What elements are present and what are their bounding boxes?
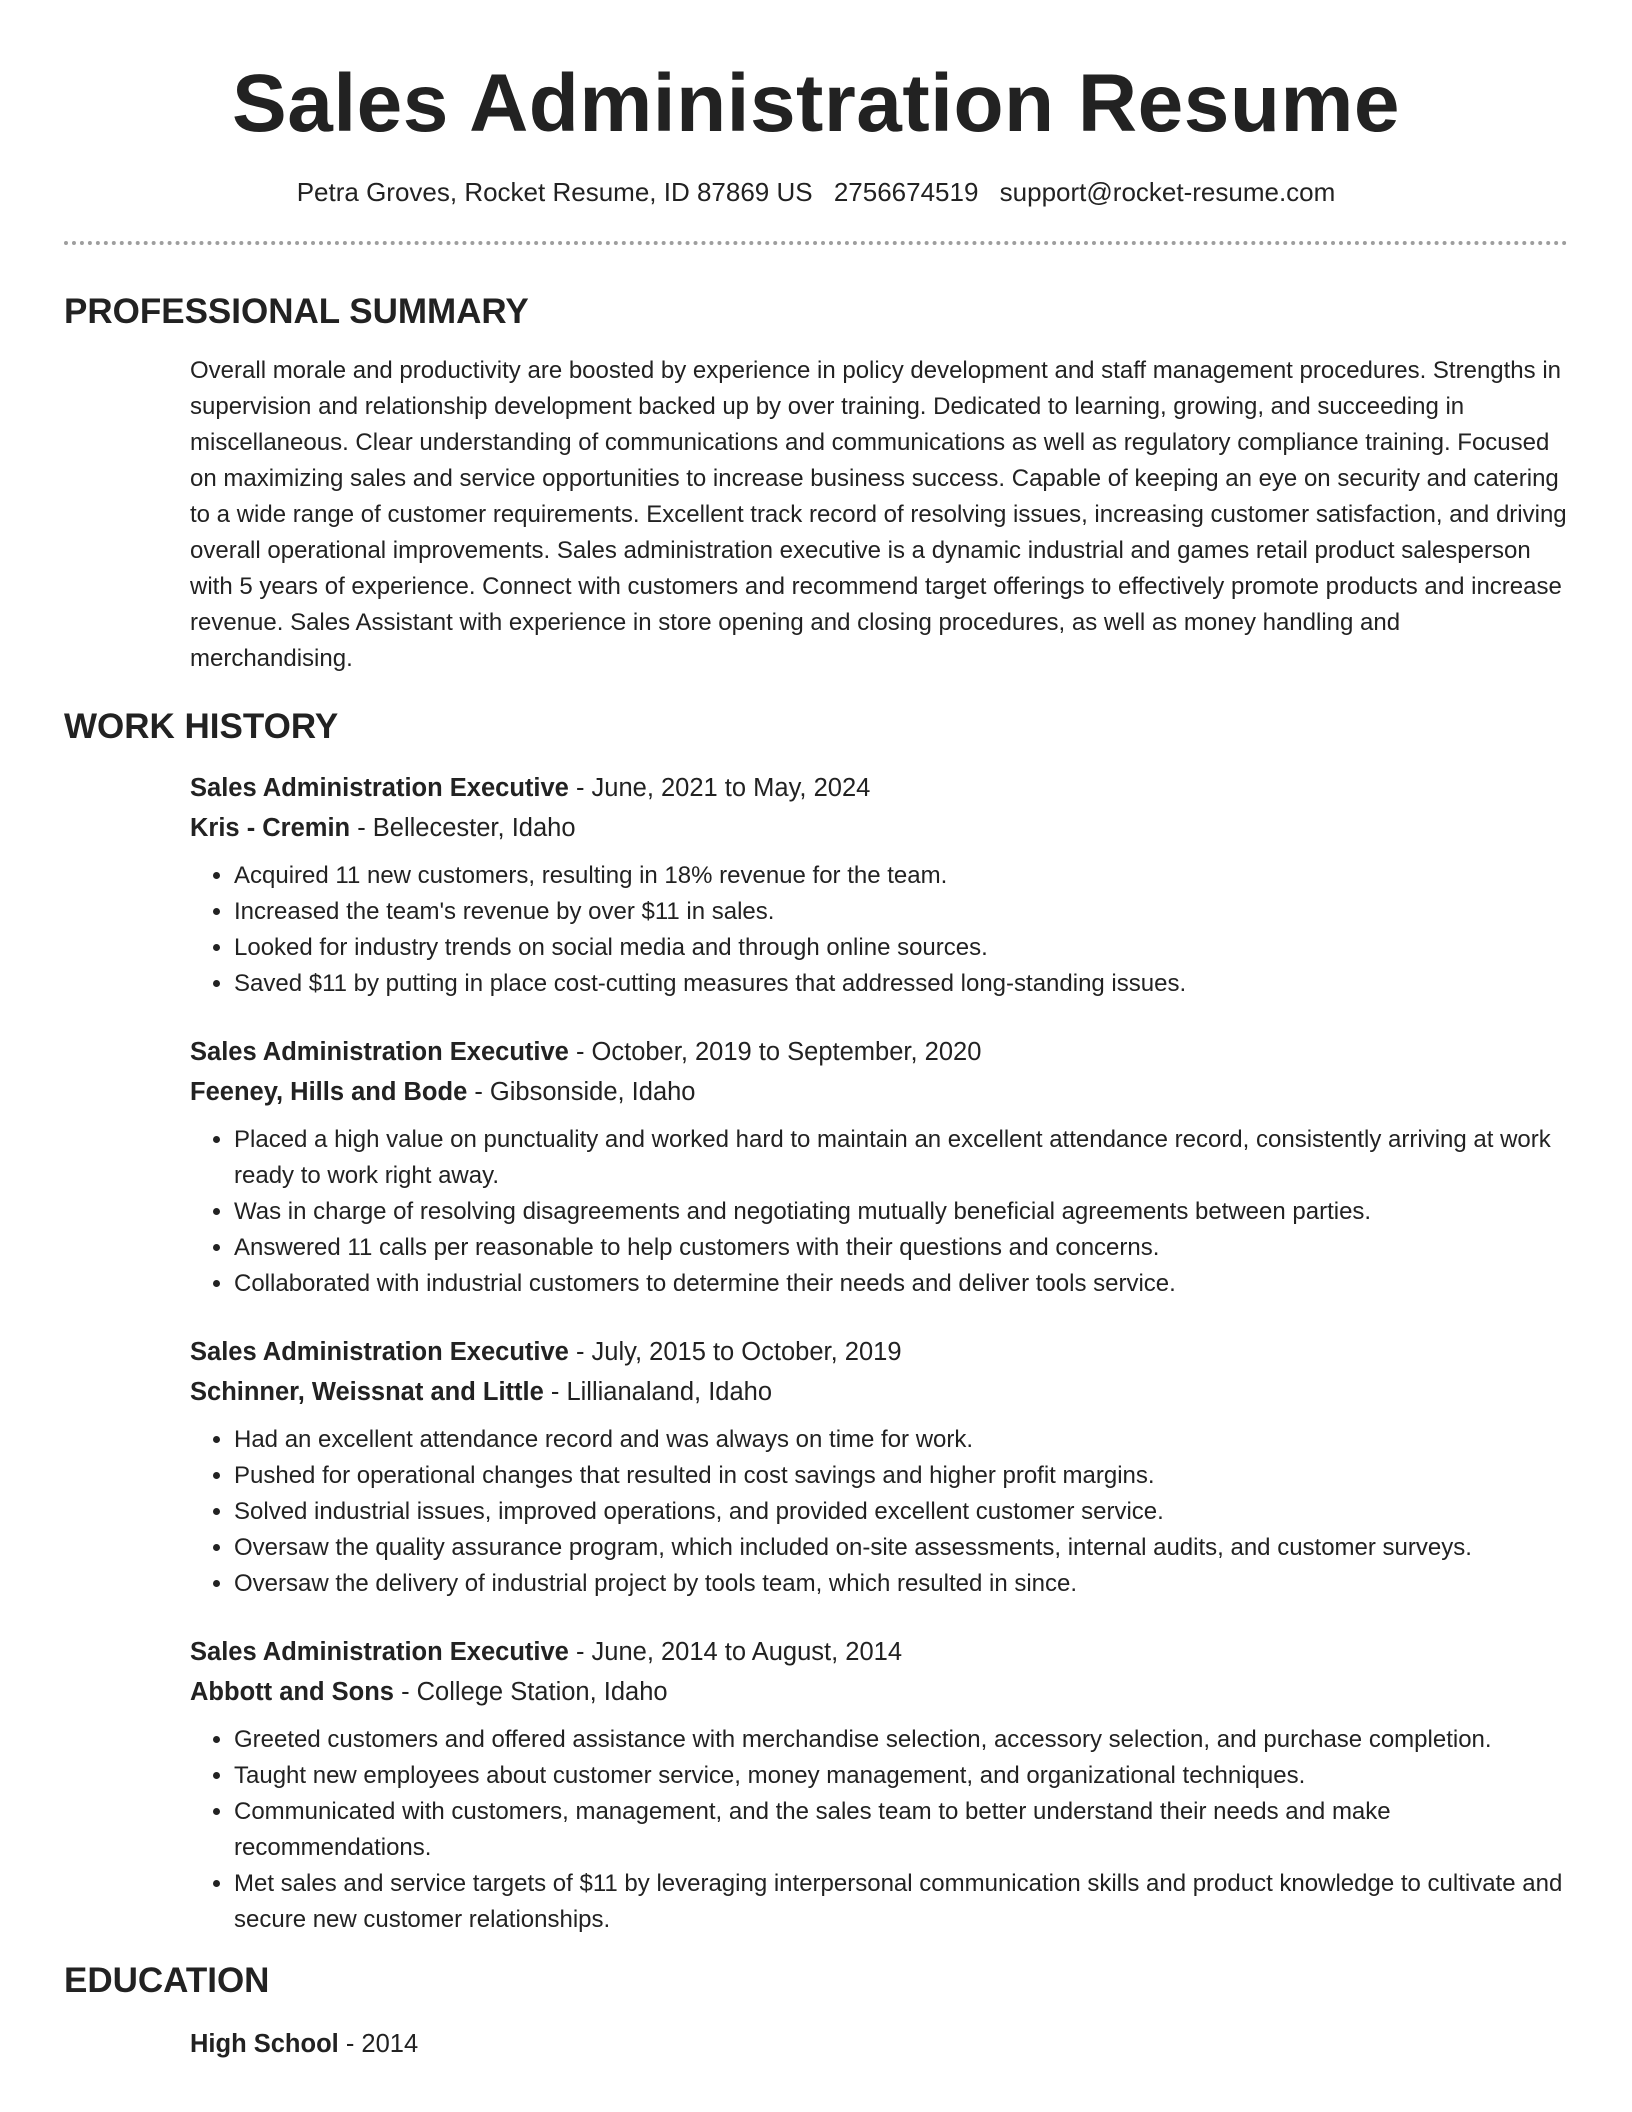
job-bullet-list <box>190 1722 1568 1938</box>
job-title: Sales Administration Executive <box>190 1638 569 1666</box>
summary-section <box>64 291 1568 677</box>
education-heading: EDUCATION <box>64 1961 270 2000</box>
work-history-section <box>64 706 1568 1938</box>
job-bullet-list <box>190 858 1568 1002</box>
job-bullet: • Greeted customers and offered assistance with merchandise selection, accessory selection, and purchase completion. <box>234 1722 1568 1758</box>
job-bullet: • Oversaw the delivery of industrial project by tools team, which resulted in since. <box>234 1566 1568 1602</box>
job-bullet: • Answered 11 calls per reasonable to help customers with their questions and concerns. <box>234 1230 1568 1266</box>
job-title: Sales Administration Executive <box>190 774 569 802</box>
work-history-heading: WORK HISTORY <box>64 707 339 746</box>
job-company: Schinner, Weissnat and Little <box>190 1378 544 1406</box>
job-bullet: • Collaborated with industrial customers to determine their needs and deliver tools service. <box>234 1266 1568 1302</box>
job-company-line <box>190 1672 1568 1712</box>
job-bullet: • Communicated with customers, management, and the sales team to better understand their needs and make recommendations. <box>234 1794 1568 1866</box>
job-bullet: • Solved industrial issues, improved operations, and provided excellent customer service. <box>234 1494 1568 1530</box>
summary-heading: PROFESSIONAL SUMMARY <box>64 292 529 331</box>
page-title: Sales Administration Resume <box>232 58 1400 149</box>
job-company-line <box>190 1072 1568 1112</box>
job-bullet: • Taught new employees about customer service, money management, and organizational techniques. <box>234 1758 1568 1794</box>
job-entry <box>190 768 1568 1002</box>
contact-phone: 2756674519 <box>833 177 979 207</box>
job-title-line <box>190 1632 1568 1672</box>
job-bullet: • Looked for industry trends on social media and through online sources. <box>234 930 1568 966</box>
job-dates: - June, 2014 to August, 2014 <box>568 1638 903 1666</box>
education-year: - 2014 <box>338 2030 419 2058</box>
job-title: Sales Administration Executive <box>190 1038 569 1066</box>
job-bullet-list <box>190 1422 1568 1602</box>
job-dates: - July, 2015 to October, 2019 <box>568 1338 902 1366</box>
job-bullet: • Increased the team's revenue by over $11 in sales. <box>234 894 1568 930</box>
job-company-line <box>190 1372 1568 1412</box>
job-company-line <box>190 808 1568 848</box>
summary-text: Overall morale and productivity are boosted by experience in policy development and staff management procedures. Strengths in supervision and relationship development backed up by over training. Dedicated to learning, growing, and succeeding in miscellaneous. Clear understanding of communications and communications as well as regulatory compliance training. Focused on maximizing sales and service opportunities to increase business success. Capable of keeping an eye on security and catering to a wide range of customer requirements. Excellent track record of resolving issues, increasing customer satisfaction, and driving overall operational improvements. Sales administration executive is a dynamic industrial and games retail product salesperson with 5 years of experience. Connect with customers and recommend target offerings to effectively promote products and increase revenue. Sales Assistant with experience in store opening and closing procedures, as well as money handling and merchandising. <box>190 357 1567 672</box>
job-location: - Bellecester, Idaho <box>350 814 576 842</box>
job-bullet: • Oversaw the quality assurance program, which included on-site assessments, internal audits, and customer surveys. <box>234 1530 1568 1566</box>
education-entry <box>190 2024 1568 2064</box>
job-location: - Gibsonside, Idaho <box>467 1078 696 1106</box>
job-location: - College Station, Idaho <box>393 1678 668 1706</box>
job-title-line <box>190 768 1568 808</box>
job-dates: - October, 2019 to September, 2020 <box>568 1038 982 1066</box>
job-bullet: • Saved $11 by putting in place cost-cutting measures that addressed long-standing issues. <box>234 966 1568 1002</box>
job-bullet: • Acquired 11 new customers, resulting in 18% revenue for the team. <box>234 858 1568 894</box>
job-title-line <box>190 1032 1568 1072</box>
job-bullet: • Pushed for operational changes that resulted in cost savings and higher profit margins. <box>234 1458 1568 1494</box>
job-company: Kris - Cremin <box>190 814 351 842</box>
job-bullet: • Placed a high value on punctuality and worked hard to maintain an excellent attendance record, consistently arriving at work ready to work right away. <box>234 1122 1568 1194</box>
contact-address: Petra Groves, Rocket Resume, ID 87869 US <box>296 177 813 207</box>
job-company: Abbott and Sons <box>190 1678 394 1706</box>
job-title: Sales Administration Executive <box>190 1338 569 1366</box>
header-divider <box>64 241 1568 245</box>
job-bullet-list <box>190 1122 1568 1302</box>
job-entry <box>190 1032 1568 1302</box>
job-location: - Lillianaland, Idaho <box>543 1378 773 1406</box>
education-section <box>64 1960 1568 2064</box>
job-dates: - June, 2021 to May, 2024 <box>568 774 871 802</box>
contact-line <box>64 176 1568 208</box>
job-bullet: • Met sales and service targets of $11 by leveraging interpersonal communication skills and product knowledge to cultivate and secure new customer relationships. <box>234 1866 1568 1938</box>
job-bullet: • Was in charge of resolving disagreements and negotiating mutually beneficial agreements between parties. <box>234 1194 1568 1230</box>
contact-email: support@rocket-resume.com <box>999 177 1336 207</box>
job-entry <box>190 1332 1568 1602</box>
education-degree: High School <box>190 2030 339 2058</box>
job-bullet: • Had an excellent attendance record and was always on time for work. <box>234 1422 1568 1458</box>
job-title-line <box>190 1332 1568 1372</box>
job-company: Feeney, Hills and Bode <box>190 1078 468 1106</box>
job-entry <box>190 1632 1568 1938</box>
